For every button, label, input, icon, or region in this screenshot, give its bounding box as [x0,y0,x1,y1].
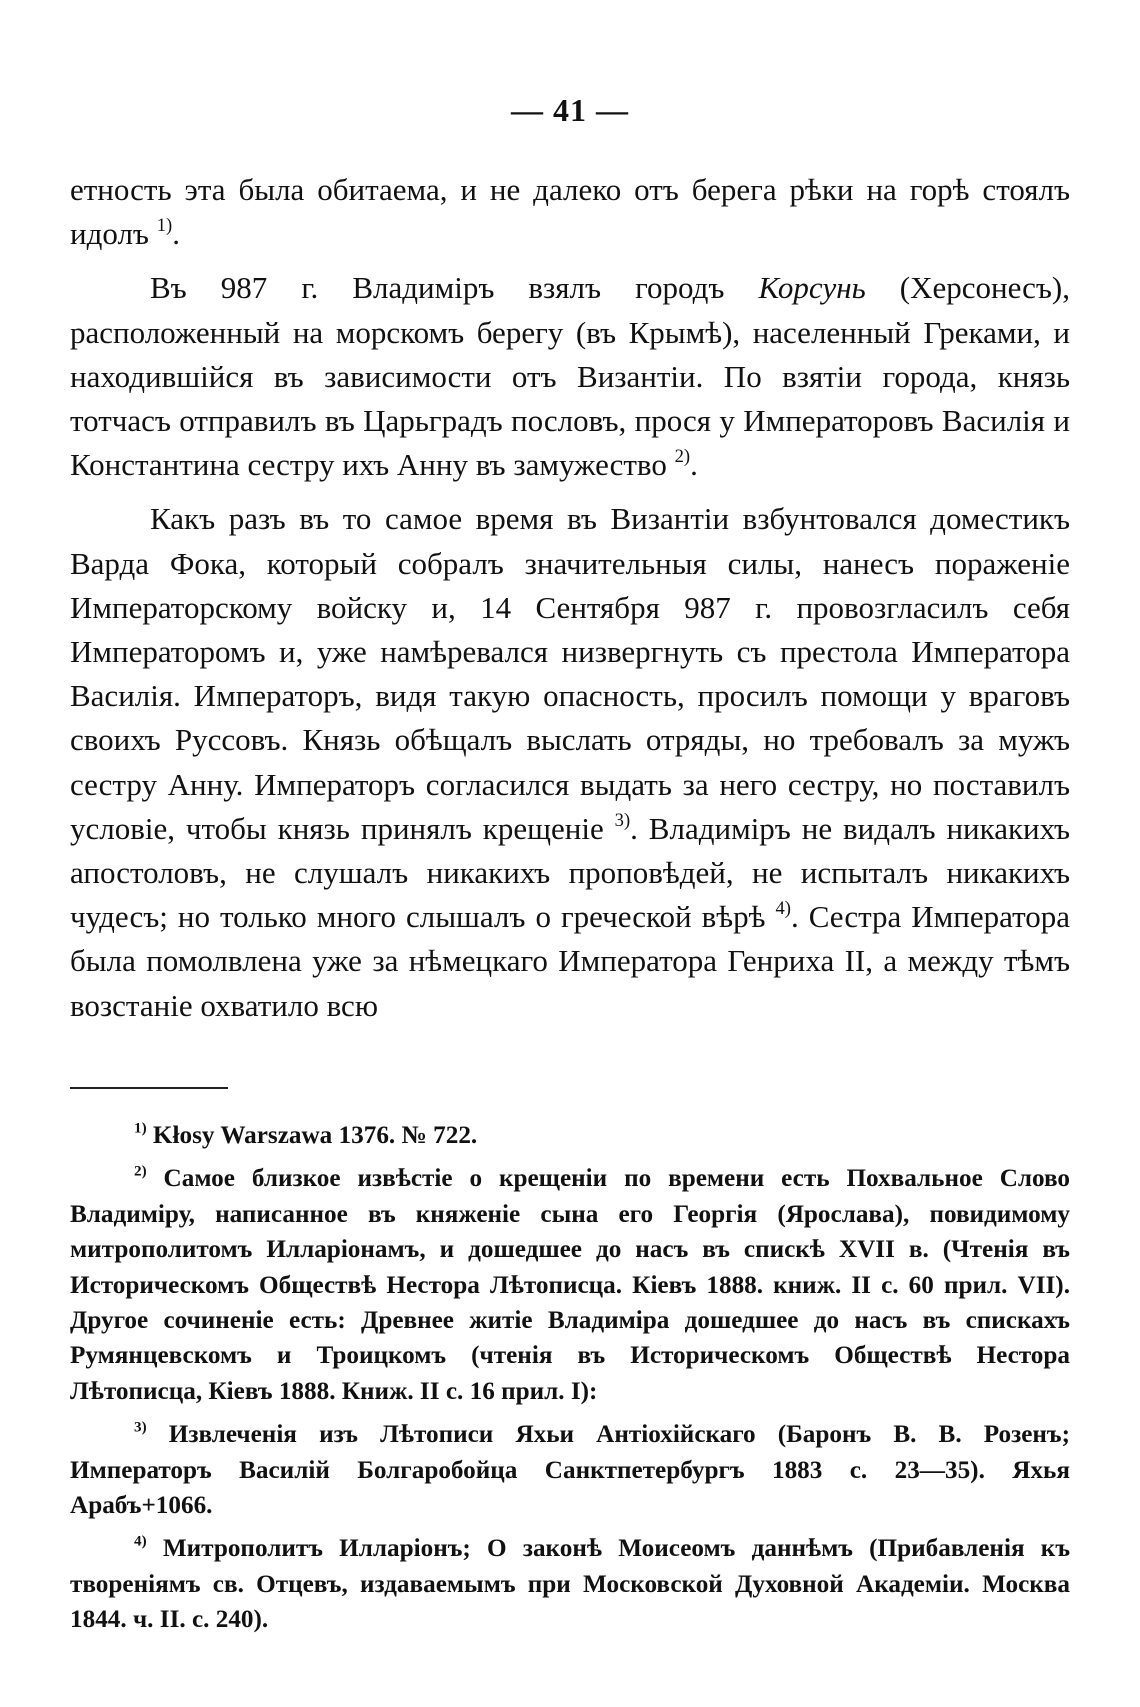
korsun-italic: Корсунь [758,270,866,306]
main-text [70,168,1070,1028]
paragraph-2-text-b: (Херсонесъ), расположенный на морскомъ берегу (въ Крымѣ), населенный Греками, и находившійся въ зависимости отъ Византіи. По взятіи города, князь тотчасъ отправилъ въ Царьградъ пословъ, прося у Императоровъ Василія и Константина сестру ихъ Анну въ замужество [70,270,1071,483]
footnote-2-mark: 2) [134,1163,147,1180]
footnote-2 [70,1161,1070,1409]
footnote-ref-4: 4) [775,898,791,920]
footnote-ref-2: 2) [674,446,691,468]
footnote-ref-1: 1) [156,215,173,237]
footnote-4-text: Митрополитъ Илларіонъ; О законѣ Моисеомъ даннѣмъ (Прибавленія къ твореніямъ св. Отцевъ, издаваемымъ при Московской Духовной Академіи. Москва 1844. ч. II. с. 240). [70,1535,1071,1634]
footnotes [70,1118,1070,1638]
footnote-4-mark: 4) [134,1533,147,1550]
footnote-3-text: Извлеченія изъ Лѣтописи Яхьи Антіохійскаго (Баронъ В. В. Розенъ; Императоръ Василій Болгаробойца Санктпетербургъ 1883 с. 23—35). Яхья Арабъ+1066. [70,1421,1071,1520]
footnote-3 [70,1417,1070,1523]
paragraph-3 [70,497,1070,1027]
footnote-divider [70,1087,228,1089]
footnote-1-text: Kłosy Warszawa 1376. № 722. [152,1122,478,1149]
paragraph-2: Въ 987 г. Владиміръ взялъ городъ Корсунь (Херсонесъ), расположенный на морскомъ берегу (въ Крымѣ), населенный Греками, и находившійся въ зависимости отъ Византіи. По взятіи города, князь тотчасъ отправилъ въ Царьградъ пословъ, прося у Императоровъ Василія и Константина сестру ихъ Анну въ замужество $^{2)}$. [70,270,1071,483]
footnote-2-text: Самое близкое извѣстіе о крещеніи по времени есть Похвальное Слово Владиміру, написанное въ княженіе сына его Георгія (Ярослава), повидимому митрополитомъ Илларіонамъ, и дошедшее до насъ въ спискѣ XVII в. (Чтенія въ Историческомъ Обществѣ Нестора Лѣтописца. Кіевъ 1888. книж. II с. 60 прил. VII). Другое сочиненіе есть: Древнее житіе Владиміра дошедшее до насъ въ спискахъ Румянцевскомъ и Троицкомъ (чтенія въ Историческомъ Обществѣ Нестора Лѣтописца, Кіевъ 1888. Книж. II с. 16 прил. I): [70,1165,1071,1405]
paragraph-1-text: етность эта была обитаема, и не далеко отъ берега рѣки на горѣ стоялъ идолъ [70,172,1070,252]
paragraph-2-text-a: Въ 987 г. Владиміръ взялъ городъ [150,270,725,306]
footnote-1 [70,1118,1070,1153]
footnote-1-mark: 1) [134,1120,147,1137]
footnote-4 [70,1531,1070,1637]
paragraph-1: етность эта была обитаема, и не далеко отъ берега рѣки на горѣ стоялъ идолъ $^{1)}$. [70,172,1070,252]
paragraph-3-text-a: Какъ разъ въ то самое время въ Византіи взбунтовался доместикъ Варда Фока, который собралъ значительныя силы, нанесъ пораженіе Императорскому войску и, 14 Сентября 987 г. провозгласилъ себя Императоромъ и, уже намѣревался низвергнуть съ престола Императора Василія. Императоръ, видя такую опасность, просилъ помощи у враговъ своихъ Руссовъ. Князь обѣщалъ выслать отряды, но требовалъ за мужъ сестру Анну. Императоръ согласился выдать за него сестру, но поставилъ условіе, чтобы князь принялъ крещеніе [70,501,1070,846]
footnote-3-mark: 3) [134,1419,147,1436]
paragraph-3-text-b: . Владиміръ не видалъ никакихъ апостоловъ, не слушалъ никакихъ проповѣдей, не испыталъ никакихъ чудесъ; но только много слышалъ о греческой вѣрѣ [70,810,1070,935]
paragraph-3-text-c: . Сестра Императора была помолвлена уже за нѣмецкаго Императора Генриха II, а между тѣмъ возстаніе охватило всю [70,899,1071,1023]
footnote-ref-3: 3) [614,809,631,831]
page-number: — 41 — [511,92,629,128]
